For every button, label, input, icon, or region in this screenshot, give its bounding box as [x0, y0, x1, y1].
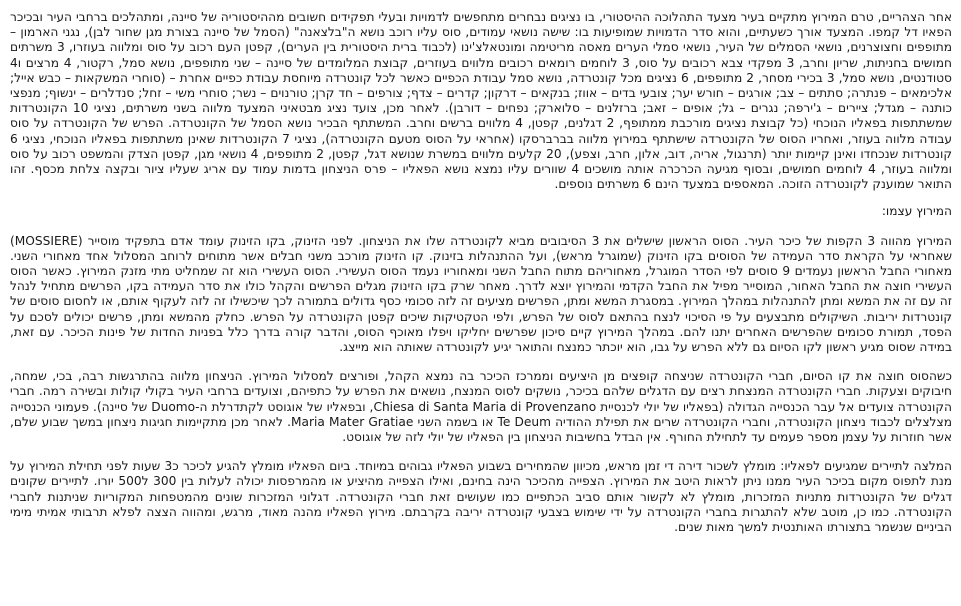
paragraph-tourist-tips: המלצה לתיירים שמגיעים לפאליו: מומלץ לשכור דירה די זמן מראש, מכיוון שהמחירים בשבוע הפאליו גבוהים במיוחד. ביום הפאליו מומלץ להגיע לכיכר כ3 שעות לפני תחילת המירוץ על מנת לתפוס מקום בכיכר העיר ממנו ניתן לראות היטב את המירוץ. הצפייה מהכיכר הינה בחינם, ואילו הצפייה מהיציע או מהמרפסות יכולה לעלות בין 300 ל500 יורו. לתיירים שקונים דגלים של הקונטרדות מתניות המזכרות, מומלץ לא לקשור אותם סביב הכתפיים כמו שעושים זאת חברי הקונטרדה. דגלוני המזכרות שונים מהמטפחות המקוריות שניתנות לחברי הקונטרדה. כמו כן, מוטב שלא להתגרות בחברי הקונטרדה על ידי שימוש בצבעי קונטרדה יריבה בקרבתם. מירוץ הפאליו מהנה מאוד, מרגש, ומהווה הצצה לפלא תרבותי אמיתי מימי הביניים שנשמר בתצורתו האותנטית למשך מאות שנים.	[10, 459, 953, 535]
paragraph-spacer	[10, 192, 952, 204]
paragraph-procession: אחר הצהריים, טרם המירוץ מתקיים בעיר מצעד התהלוכה ההיסטורי, בו נציגים נבחרים מתחפשים לדמויות ובעלי תפקידים חשובים מההיסטוריה של סיינה, ומתהלכים ברחבי העיר ובכיכר הפאיו דל קמפו. המצעד אורך כשעתיים, והוא סדר הדמויות שמופיעות בו: שישה נושאי עמודים, סוס עליו רוכב נושא ה"בלצאנה" (הסמל של סיינה בצורת מגן שחור לבן), נגני הארמון – מתופפים וחצוצרנים, נושאי הסמלים של העיר, נושאי סמלי הערים מאסה מריטימה ומונטאלצ'ינו (לכבוד ברית היסטורית בין הערים), קפטן העם רכוב על סוס ומלווה בעוזרו, 3 משרתים חמושים בחניתות, שריון וחרב, 3 מפקדי צבא רכובים על סוס, 3 לוחמים רומאים רכובים מלווים בעוזרים, קבוצת המלומדים של סיינה – שני מתופפים, נושא סמל, רקטור, 4 מרצים ו4 סטודנטים, נושא סמל, 3 בכירי מסחר, 2 מתופפים, 6 נציגים מכל קונטרדה, נושא סמל עבודת הכפיים כאשר לכל קונטרדה מיוחסת עבודת כפיים אחרת – (סוחרי המשקאות – כבש אייל; אלכימאים – פנתרה; סתתים – צב; אורגים – חורש יער; צובעי בדים – אווז; בנקאים – דרקון; קדרים – צדף; צורפים – חד קרן; טורנוים – נשר; סוחרי משי – זחל; סנדלרים – ינשוף; מנפצי כותנה – מגדל; ציירים – ג'ירפה; נגרים – גל; אופים – זאב; ברזלנים – סלוארק; נפחים – דורבן). לאחר מכן, צועד נציג מבטאיני המצעד מלווה בשני משרתים, נציגי 10 הקונטרדות שמשתתפות בפאליו הנוכחי (כל קבוצת נציגים מורכבת ממתופף, 2 דגלנים, קפטן, 4 מלווים ברשים וחרב. המשתתף הבכיר נושא הסמל של הקונטרדה. הפרש של הקונטרדה על סוס עבודה מלווה בעוזר, ואחריו הסוס של הקונטרדה שישתתף במירוץ מלווה בברברסקו (אחראי על הסוס מטעם הקונטרדה), נציגי 7 הקונטרדות שאינן משתתפות בפאליו הנוכחי, נציגי 6 קונטרדות שנכחדו ואינן קיימות יותר (תרנגול, אריה, דוב, אלון, חרב, וצפע), 20 קלעים מלווים במשרת שנושא דגל, קפטן, 2 מתופפים, 4 נושאי מגן, קפטן הצדק והמשפט רכוב על סוס ומלווה בעוזר, 4 לוחמים חמושים, ובסוף מגיעה הכרכרה אותה מושכים 4 שוורים עליו נמצא נושא הפאליו – פרס הניצחון בדמות עמוד עם אריג שעליו ציור ובקצה צלחת מכסף. זהו התואר שמוענק לקונטרדה הזוכה. המאספים במצעד הינם 6 משרתים נוספים.	[10, 10, 953, 192]
section-heading-race: המירוץ עצמו:	[881, 204, 952, 219]
paragraph-victory: כשהסוס חוצה את קו הסיום, חברי הקונטרדה שניצחה קופצים מן היציעים וממרכז הכיכר בה נמצא הקהל, ופורצים למסלול המירוץ. הניצחון מלווה בהתרגשות רבה, בכי, שמחה, חיבוקים וצעקות. חברי הקונטרדה המנצחת רצים עם הדגלים שלהם בכיכר, נושקים לסוס המנצח, נושאים את הפרש על כתפיהם, וצועדים ברחבי העיר בקולי קולות ובשירה רמה. חברי הקונטרדה צועדים אל עבר הכנסייה הגדולה (בפאליו של יולי לכנסיית Chiesa di Santa Maria di Provenzano, ובפאליו של אוגוסט לקתדרלת ה-Duomo של סיינה). פעמוני הכנסייה מצלצלים לכבוד ניצחון הקונטרדה, וחברי הקונטרדה שרים את תפילת ההודיה Te Deum או בשמה השני Maria Mater Gratiae. לאחר מכן מתקיימות חגיגות ניצחון במשך שבוע שלם, אשר חוזרות על עצמן מספר פעמים עד לתחילת החורף. אין הבדל בחשיבות הניצחון בין הפאליו של יולי לזה של אוגוסט.	[10, 369, 952, 445]
paragraph-spacer	[10, 445, 952, 459]
paragraph-spacer	[10, 355, 952, 369]
paragraph-race: המירוץ מהווה 3 הקפות של כיכר העיר. הסוס הראשון שישלים את 3 הסיבובים מביא לקונטרדה שלו את הניצחון. לפני הזינוק, בקו הזינוק עומד אדם בתפקיד מוסייר (MOSSIERE) שאחראי על הקראת סדר העמידה של הסוסים בקו הזינוק (שמוגרל מראש), ועל ההתנהלות בזינוק. קו הזינוק מורכב משני חבלים אשר מתוחים לרוחב המסלול אחד מאחורי השני. מאחורי החבל הראשון נעמדים 9 סוסים לפי הסדר המוגרל, מאחוריהם מתוח החבל השני ומאחוריו נעמד הסוס העשירי. הסוס העשירי הוא זה שמחליט מתי מזנק המירוץ. כאשר הסוס העשירי חוצה את החבל האחור, המוסייר מפיל את החבל הקדמי והמירוץ יוצא לדרך. מאחר שרק בקו הזינוק מגלים הפרשים והקהל כולו את סדר העמידה בקו, הפרשים מתחיל לנהל זה עם זה את המשא ומתן להתנהלות במהלך המירוץ. במסגרת המשא ומתן, הפרשים מציעים זה לזה סכומי כסף גדולים בתמורה לכך שיכשילו זה לזה לעקוף אותם, או לחסום סוסים של קונטרדות יריבות. השיקולים מתבצעים על פי הסיכוי לנצח בהתאם לסוס של הפרש, ולפי הטקטיקות שיכים קפטן הקונטרדה על הפרש. כחלק מהמשא ומתן, פרשים יכולים לסכם על הפסד, תמורת סכומים שהפרשים האחרים יתנו להם. במהלך המירוץ קיים סיכון שפרשים יחליקו ויפלו מאוכף הסוס, והדבר קורה בדרך כלל בפניות החדות של פינות הכיכר. עם זאת, במידה שסוס מגיע ראשון לקו הסיום גם ללא הפרש על גבו, הוא יוכתר כמנצח והתואר יגיע לקונטרדה שאותה הוא מייצג.	[10, 233, 952, 355]
paragraph-spacer	[10, 220, 952, 234]
